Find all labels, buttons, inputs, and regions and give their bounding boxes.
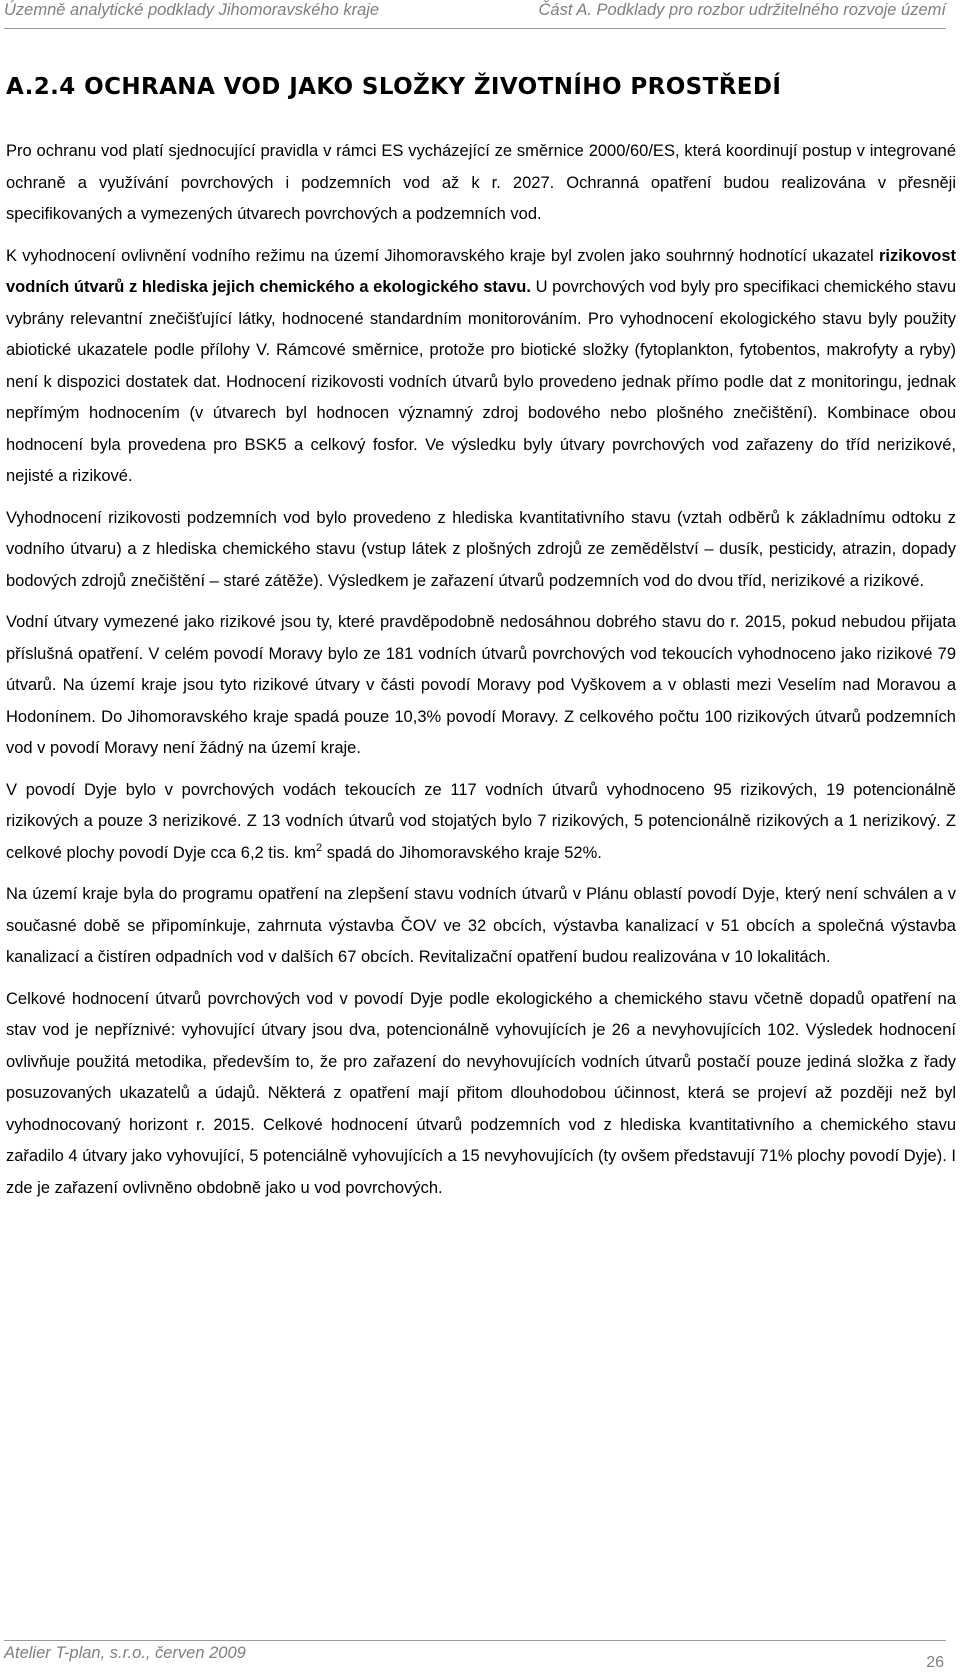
paragraph-5-end: spadá do Jihomoravského kraje 52%. bbox=[322, 843, 602, 862]
header-divider bbox=[4, 28, 946, 29]
section-title: A.2.4 OCHRANA VOD JAKO SLOŽKY ŽIVOTNÍHO PROSTŘEDÍ bbox=[6, 74, 782, 100]
running-header-right: Část A. Podklady pro rozbor udržitelného rozvoje území bbox=[538, 1, 946, 19]
paragraph-1: Pro ochranu vod platí sjednocující pravidla v rámci ES vycházející ze směrnice 2000/60/ES, která koordinují postup v integrované ochraně a využívání povrchových i podzemních vod až k r. 2027. Ochranná opatření budou realizována v přesněji specifikovaných a vymezených útvarech povrchových a podzemních vod. bbox=[6, 142, 956, 223]
superscript-2: 2 bbox=[315, 841, 323, 854]
paragraph-3: Vyhodnocení rizikovosti podzemních vod bylo provedeno z hlediska kvantitativního stavu (vztah odběrů k základnímu odtoku z vodního útvaru) a z hlediska chemického stavu (vstup látek z plošných zdrojů ze zemědělství – dusík, pesticidy, atrazin, dopady bodových zdrojů znečištění – staré zátěže). Výsledkem je zařazení útvarů podzemních vod do dvou tříd, nerizikové a rizikové. bbox=[6, 508, 956, 590]
running-header-left: Územně analytické podklady Jihomoravského kraje bbox=[4, 1, 380, 19]
paragraph-5-text: V povodí Dyje bylo v povrchových vodách tekoucích ze 117 vodních útvarů vyhodnoceno 95 rizikových, 19 potencionálně rizikových a pouze 3 nerizikové. Z 13 vodních útvarů vod stojatých bylo 7 rizikových, 5 potencionálně rizikových a 1 nerizikový. Z celkové plochy povodí Dyje cca 6,2 tis. km bbox=[6, 780, 956, 862]
footer-divider bbox=[4, 1640, 946, 1641]
paragraph-2-rest: U povrchových vod byly pro specifikaci chemického stavu vybrány relevantní znečišťující látky, hodnocené standardním monitorováním. Pro vyhodnocení ekologického stavu byly použity abiotické ukazatele podle přílohy V. Rámcové směrnice, protože pro biotické složky (fytoplankton, fytobentos, makrofyty a ryby) není k dispozici dostatek dat. Hodnocení rizikovosti vodních útvarů bylo provedeno jednak přímo podle dat z monitoringu, jednak nepřímým hodnocením (v útvarech byl hodnocen významný zdroj bodového nebo plošného znečištění). Kombinace obou hodnocení byla provedena pro BSK5 a celkový fosfor. Ve výsledku byly útvary povrchových vod zařazeny do tříd nerizikové, nejisté a rizikové. bbox=[6, 278, 956, 485]
paragraph-2 bbox=[6, 241, 956, 493]
paragraph-2-emphasis: rizikovost vodních útvarů z hlediska jejich chemického a ekologického stavu. bbox=[6, 246, 956, 296]
page-number: 26 bbox=[926, 1654, 944, 1671]
paragraph-4: Vodní útvary vymezené jako rizikové jsou ty, které pravděpodobně nedosáhnou dobrého stavu do r. 2015, pokud nebudou přijata příslušná opatření. V celém povodí Moravy bylo ze 181 vodních útvarů povrchových vod tekoucích vyhodnoceno jako rizikové 79 útvarů. Na území kraje jsou tyto rizikové útvary v části povodí Moravy pod Vyškovem a v oblasti mezi Veselím nad Moravou a Hodonínem. Do Jihomoravského kraje spadá pouze 10,3% povodí Moravy. Z celkového počtu 100 rizikových útvarů podzemních vod v povodí Moravy není žádný na území kraje. bbox=[6, 613, 956, 757]
paragraph-2-intro: K vyhodnocení ovlivnění vodního režimu na území Jihomoravského kraje byl zvolen jako souhrnný hodnotící ukazatel bbox=[6, 246, 879, 265]
document-body bbox=[6, 136, 956, 1204]
paragraph-6: Na území kraje byla do programu opatření na zlepšení stavu vodních útvarů v Plánu oblastí povodí Dyje, který není schválen a v současné době se připomínkuje, zahrnuta výstavba ČOV ve 32 obcích, výstavba kanalizací v 51 obcích a společná výstavba kanalizací a čistíren odpadních vod v dalších 67 obcích. Revitalizační opatření budou realizována v 10 lokalitách. bbox=[6, 885, 956, 966]
paragraph-5 bbox=[6, 775, 956, 870]
paragraph-7: Celkové hodnocení útvarů povrchových vod v povodí Dyje podle ekologického a chemického stavu včetně dopadů opatření na stav vod je nepříznivé: vyhovující útvary jsou dva, potencionálně vyhovujících je 26 a nevyhovujících 102. Výsledek hodnocení ovlivňuje použitá metodika, především to, že pro zařazení do nevyhovujících vodních útvarů postačí pouze jediná složka z řady posuzovaných ukazatelů a údajů. Některá z opatření mají přitom dlouhodobou účinnost, která se projeví až později než byl vyhodnocovaný horizont r. 2015. Celkové hodnocení útvarů podzemních vod z hlediska kvantitativního a chemického stavu zařadilo 4 útvary jako vyhovující, 5 potenciálně vyhovujících a 15 nevyhovujících (ty ovšem představují 71% plochy povodí Dyje). I zde je zařazení ovlivněno obdobně jako u vod povrchových. bbox=[6, 989, 956, 1197]
footer-author: Atelier T-plan, s.r.o., červen 2009 bbox=[4, 1644, 246, 1662]
